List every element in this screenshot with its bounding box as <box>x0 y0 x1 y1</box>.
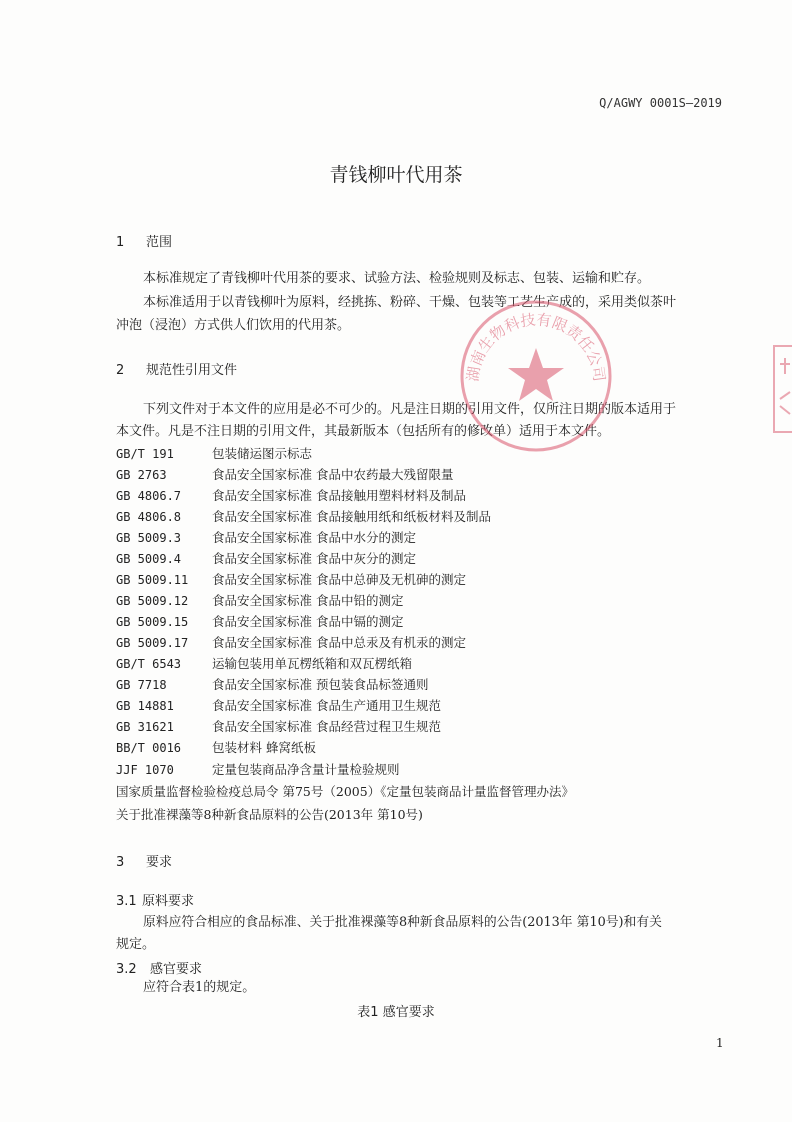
ref-name: 食品安全国家标准 食品中总汞及有机汞的测定 <box>212 635 466 650</box>
ref-row <box>116 737 316 758</box>
ref-extra-order: 国家质量监督检验检疫总局令 第75号（2005）《定量包装商品计量监督管理办法》 <box>116 784 574 799</box>
ref-code: GB 5009.12 <box>116 594 189 608</box>
ref-code: GB 5009.17 <box>116 636 189 650</box>
ref-row <box>116 759 400 780</box>
ref-row <box>116 674 428 695</box>
edge-stamp-marks <box>780 358 790 414</box>
ref-name: 包装材料 蜂窝纸板 <box>212 740 316 755</box>
section-2-heading <box>116 359 237 378</box>
raw-material-paragraph-line-2: 规定。 <box>116 937 156 952</box>
standard-code: Q/AGWY 0001S—2019 <box>599 96 722 110</box>
document-title: 青钱柳叶代用茶 <box>329 164 463 186</box>
section-3-1-number: 3.1 <box>116 894 137 909</box>
ref-code: GB 7718 <box>116 678 167 692</box>
ref-name: 食品安全国家标准 食品经营过程卫生规范 <box>212 719 441 734</box>
scope-paragraph-1: 本标准规定了青钱柳叶代用茶的要求、试验方法、检验规则及标志、包装、运输和贮存。 <box>143 271 651 286</box>
ref-row <box>116 527 416 548</box>
refs-intro-line-2: 本文件。凡是不注日期的引用文件，其最新版本（包括所有的修改单）适用于本文件。 <box>116 424 611 439</box>
ref-row <box>116 653 412 674</box>
section-1-heading <box>116 231 172 250</box>
ref-name: 食品安全国家标准 食品中铅的测定 <box>212 593 404 608</box>
ref-row <box>116 464 453 485</box>
page-number: 1 <box>716 1036 724 1050</box>
ref-code: GB 14881 <box>116 699 174 713</box>
ref-code: BB/T 0016 <box>116 741 182 755</box>
edge-stamp-fragment <box>766 344 792 434</box>
ref-code: JJF 1070 <box>116 763 174 777</box>
raw-material-paragraph-line-1: 原料应符合相应的食品标准、关于批准裸藻等8种新食品原料的公告(2013年 第10号)和有关 <box>143 915 662 930</box>
section-3-1-heading <box>116 890 194 909</box>
section-2-title: 规范性引用文件 <box>146 363 238 378</box>
section-3-2-number: 3.2 <box>116 962 137 977</box>
ref-name: 食品安全国家标准 食品接触用塑料材料及制品 <box>212 488 466 503</box>
section-1-number: 1 <box>116 235 125 250</box>
ref-code: GB 5009.11 <box>116 573 189 587</box>
edge-stamp-border <box>774 346 792 432</box>
ref-name: 定量包装商品净含量计量检验规则 <box>212 762 400 777</box>
ref-code: GB 31621 <box>116 720 174 734</box>
ref-extra-announcement: 关于批准裸藻等8种新食品原料的公告(2013年 第10号) <box>116 807 423 822</box>
refs-intro-line-1: 下列文件对于本文件的应用是必不可少的。凡是注日期的引用文件，仅所注日期的版本适用于 <box>143 402 677 417</box>
ref-code: GB 5009.15 <box>116 615 189 629</box>
seal-text: 湖南生物科技有限责任公司 <box>463 310 609 383</box>
ref-row <box>116 632 466 653</box>
ref-row <box>116 569 466 590</box>
ref-code: GB 4806.7 <box>116 489 182 503</box>
ref-name: 运输包装用单瓦楞纸箱和双瓦楞纸箱 <box>212 656 413 671</box>
table-caption: 表1 感官要求 <box>357 1005 435 1020</box>
ref-name: 食品安全国家标准 食品中灰分的测定 <box>212 551 416 566</box>
ref-row <box>116 443 312 464</box>
ref-name: 食品安全国家标准 食品中农药最大残留限量 <box>212 467 454 482</box>
ref-code: GB/T 191 <box>116 447 174 461</box>
ref-code: GB 5009.3 <box>116 531 182 545</box>
ref-row <box>116 590 403 611</box>
ref-name: 食品安全国家标准 食品中镉的测定 <box>212 614 404 629</box>
section-3-heading <box>116 851 172 870</box>
ref-row <box>116 695 441 716</box>
ref-name: 食品安全国家标准 食品中水分的测定 <box>212 530 416 545</box>
ref-row <box>116 548 416 569</box>
ref-name: 食品安全国家标准 食品接触用纸和纸板材料及制品 <box>212 509 491 524</box>
ref-code: GB/T 6543 <box>116 657 182 671</box>
section-2-number: 2 <box>116 363 125 378</box>
scope-paragraph-2-line-1: 本标准适用于以青钱柳叶为原料，经挑拣、粉碎、干燥、包装等工艺生产成的，采用类似茶叶 <box>143 295 677 310</box>
ref-name: 食品安全国家标准 预包装食品标签通则 <box>212 677 429 692</box>
seal-star-icon <box>508 348 564 401</box>
section-3-number: 3 <box>116 855 125 870</box>
ref-code: GB 4806.8 <box>116 510 182 524</box>
ref-row <box>116 485 466 506</box>
section-3-1-title: 原料要求 <box>142 894 195 909</box>
ref-code: GB 5009.4 <box>116 552 182 566</box>
section-3-title: 要求 <box>146 855 173 870</box>
ref-code: GB 2763 <box>116 468 167 482</box>
ref-row <box>116 611 403 632</box>
ref-row <box>116 716 441 737</box>
section-3-2-heading <box>116 958 202 977</box>
sensory-paragraph: 应符合表1的规定。 <box>143 980 256 995</box>
ref-name: 包装储运图示标志 <box>212 446 313 461</box>
ref-name: 食品安全国家标准 食品中总砷及无机砷的测定 <box>212 572 466 587</box>
section-3-2-title: 感官要求 <box>150 962 203 977</box>
section-1-title: 范围 <box>146 235 173 250</box>
scope-paragraph-2-line-2: 冲泡（浸泡）方式供人们饮用的代用茶。 <box>116 318 351 333</box>
ref-row <box>116 506 491 527</box>
company-seal <box>458 298 614 454</box>
ref-name: 食品安全国家标准 食品生产通用卫生规范 <box>212 698 441 713</box>
